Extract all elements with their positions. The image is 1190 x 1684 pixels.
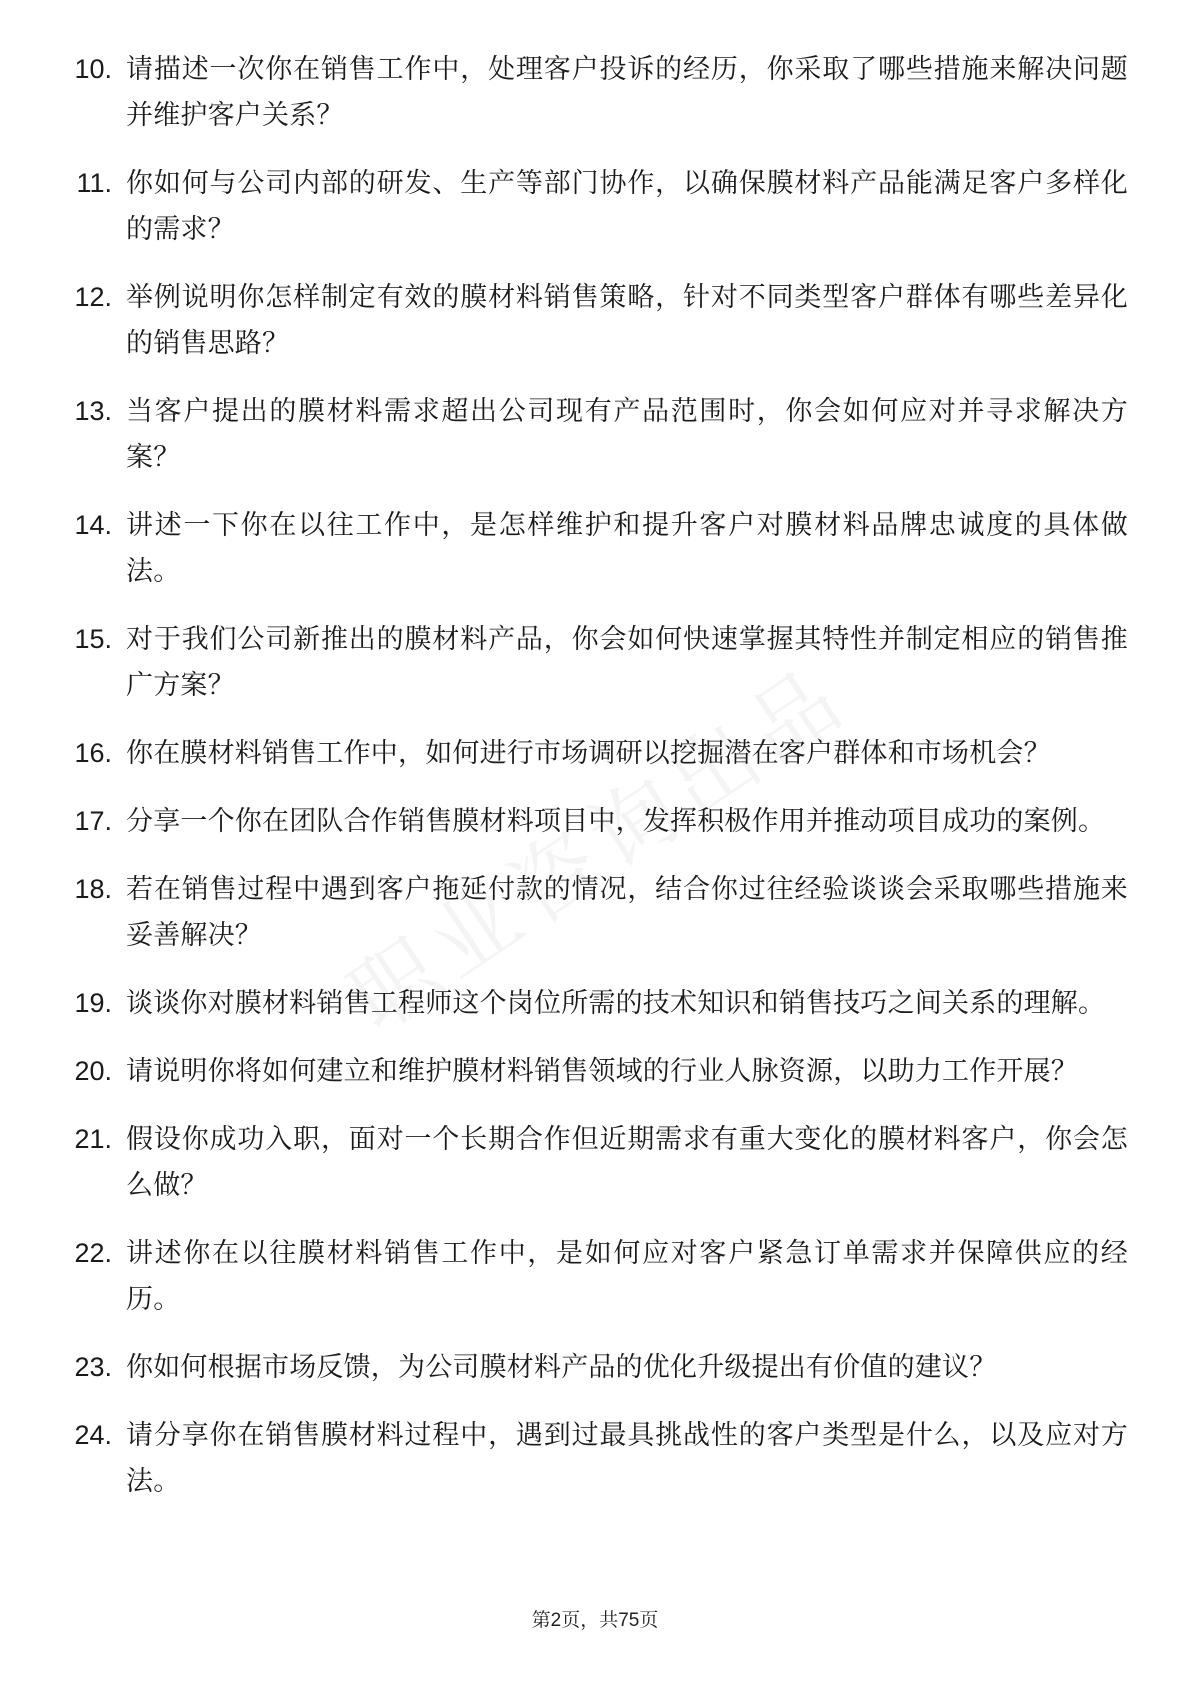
list-item — [62, 866, 1128, 958]
page-footer: 第2页，共75页 — [531, 1610, 659, 1631]
list-item-text: 你在膜材料销售工作中，如何进行市场调研以挖掘潜在客户群体和市场机会？ — [126, 738, 1051, 768]
list-item-text: 讲述一下你在以往工作中，是怎样维护和提升客户对膜材料品牌忠诚度的具体做法。 — [126, 510, 1128, 586]
list-item-text: 请描述一次你在销售工作中，处理客户投诉的经历，你采取了哪些措施来解决问题并维护客户关系？ — [126, 54, 1128, 130]
list-item-text: 你如何与公司内部的研发、生产等部门协作，以确保膜材料产品能满足客户多样化的需求？ — [126, 168, 1128, 244]
list-item-number: 23. — [74, 1352, 112, 1382]
list-item-number: 21. — [74, 1124, 112, 1154]
list-item-text: 对于我们公司新推出的膜材料产品，你会如何快速掌握其特性并制定相应的销售推广方案？ — [126, 624, 1128, 700]
list-item-text: 若在销售过程中遇到客户拖延付款的情况，结合你过往经验谈谈会采取哪些措施来妥善解决？ — [126, 874, 1128, 950]
list-item-number: 13. — [74, 396, 112, 426]
list-item-text: 假设你成功入职，面对一个长期合作但近期需求有重大变化的膜材料客户，你会怎么做？ — [126, 1124, 1128, 1200]
list-item — [62, 1116, 1128, 1208]
list-item — [62, 46, 1128, 138]
list-item-text: 分享一个你在团队合作销售膜材料项目中，发挥积极作用并推动项目成功的案例。 — [126, 806, 1106, 836]
list-item — [62, 274, 1128, 366]
list-item — [62, 1048, 1128, 1094]
list-item — [62, 160, 1128, 252]
list-item-text: 当客户提出的膜材料需求超出公司现有产品范围时，你会如何应对并寻求解决方案？ — [126, 396, 1128, 472]
list-item — [62, 1230, 1128, 1322]
list-item-text: 讲述你在以往膜材料销售工作中，是如何应对客户紧急订单需求并保障供应的经历。 — [126, 1238, 1128, 1314]
list-item — [62, 1344, 1128, 1390]
list-item — [62, 1412, 1128, 1504]
list-item-number: 19. — [74, 988, 112, 1018]
list-item-number: 14. — [74, 510, 112, 540]
list-item-number: 15. — [74, 624, 112, 654]
list-item — [62, 980, 1128, 1026]
list-item — [62, 502, 1128, 594]
list-item — [62, 798, 1128, 844]
list-item-number: 12. — [74, 282, 112, 312]
list-item-text: 谈谈你对膜材料销售工程师这个岗位所需的技术知识和销售技巧之间关系的理解。 — [126, 988, 1106, 1018]
list-item-number: 10. — [74, 54, 112, 84]
list-item-number: 17. — [74, 806, 112, 836]
list-item-number: 18. — [74, 874, 112, 904]
list-item — [62, 616, 1128, 708]
list-item-number: 16. — [74, 738, 112, 768]
list-item — [62, 730, 1128, 776]
list-item-number: 22. — [74, 1238, 112, 1268]
list-item-number: 11. — [76, 168, 112, 198]
list-item-text: 举例说明你怎样制定有效的膜材料销售策略，针对不同类型客户群体有哪些差异化的销售思路？ — [126, 282, 1128, 358]
list-item — [62, 388, 1128, 480]
list-item-text: 请说明你将如何建立和维护膜材料销售领域的行业人脉资源，以助力工作开展？ — [126, 1056, 1078, 1086]
list-item-number: 24. — [74, 1420, 112, 1450]
list-item-number: 20. — [74, 1056, 112, 1086]
list-item-text: 请分享你在销售膜材料过程中，遇到过最具挑战性的客户类型是什么，以及应对方法。 — [126, 1420, 1128, 1496]
list-item-text: 你如何根据市场反馈，为公司膜材料产品的优化升级提出有价值的建议？ — [126, 1352, 997, 1382]
question-list — [62, 46, 1128, 1504]
